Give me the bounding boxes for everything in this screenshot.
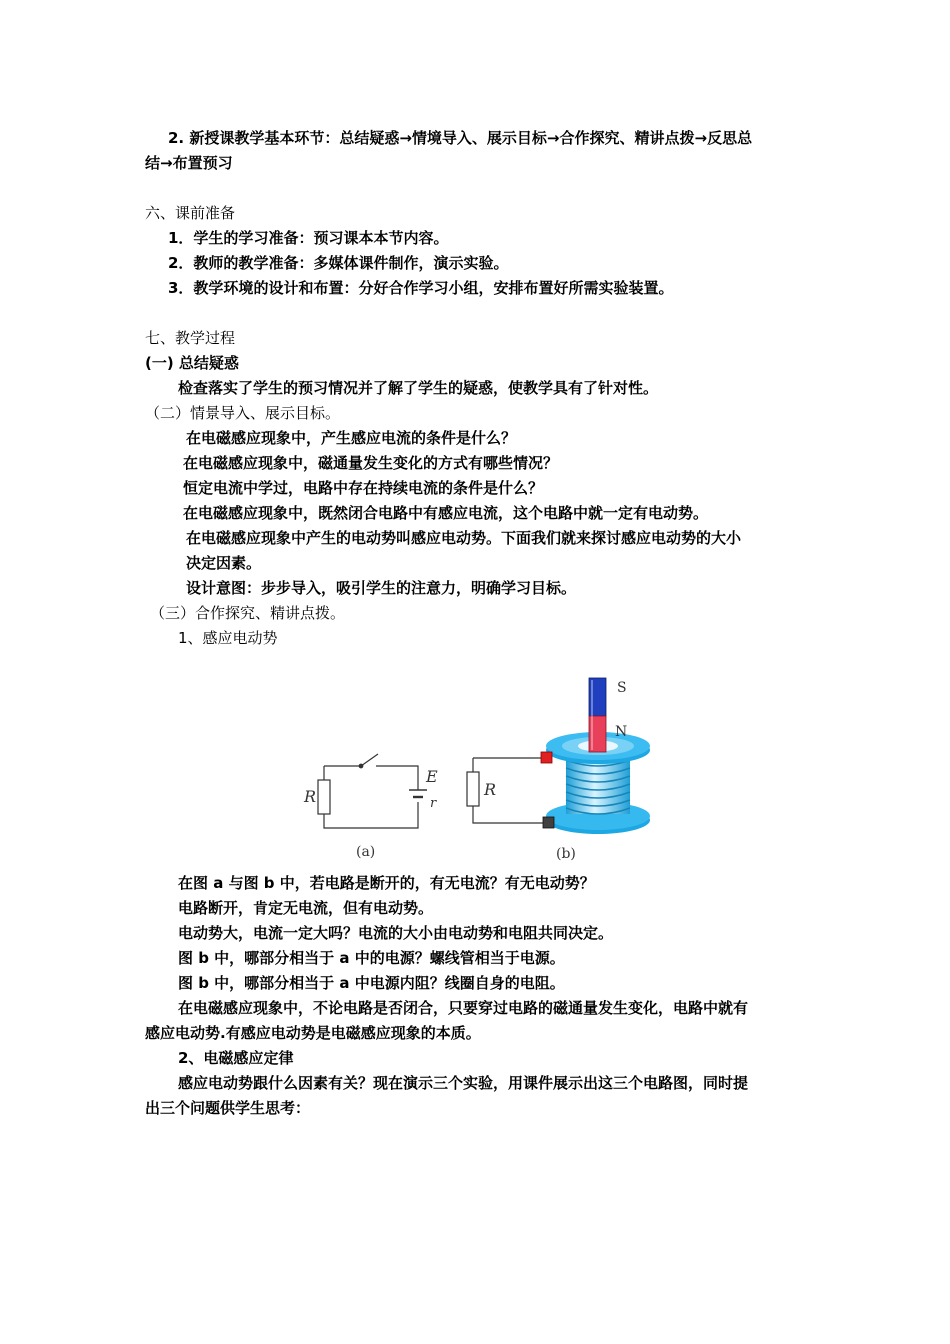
label-S: S (617, 680, 627, 696)
para1-line2: 感应电动势.有感应电动势是电磁感应现象的本质。 (145, 1024, 481, 1042)
caption-b: (b) (556, 846, 576, 862)
label-N: N (615, 724, 628, 740)
section6-item-3: 3．教学环境的设计和布置：分好合作学习小组，安排布置好所需实验装置。 (168, 279, 674, 297)
section6-item-2: 2．教师的教学准备：多媒体课件制作，演示实验。 (168, 254, 509, 272)
switch-icon (361, 754, 378, 766)
switch-pivot (359, 764, 363, 768)
qa-line-4: 图 b 中，哪部分相当于 a 中的电源？螺线管相当于电源。 (178, 949, 565, 967)
part2-line-4: 在电磁感应现象中，既然闭合电路中有感应电流，这个电路中就一定有电动势。 (183, 504, 709, 522)
label-E: E (426, 767, 438, 786)
section7-title: 七、教学过程 (145, 329, 236, 347)
design-intent: 设计意图：步步导入，吸引学生的注意力，明确学习目标。 (186, 579, 577, 597)
circuit-a (318, 754, 427, 828)
part2-line-1: 在电磁感应现象中，产生感应电流的条件是什么？ (186, 429, 517, 447)
bar-magnet (589, 678, 606, 752)
emf-figure-svg (290, 668, 670, 868)
terminal-red (541, 752, 552, 763)
para2-line1: 感应电动势跟什么因素有关？现在演示三个实验，用课件展示出这三个电路图，同时提 (178, 1074, 749, 1092)
label-r: r (430, 796, 437, 811)
part1-title: (一) 总结疑惑 (145, 354, 239, 372)
part2-line-5: 在电磁感应现象中产生的电动势叫感应电动势。下面我们就来探讨感应电动势的大小 (186, 529, 742, 547)
resistor-a (318, 780, 330, 814)
para1-line1: 在电磁感应现象中，不论电路是否闭合，只要穿过电路的磁通量发生变化，电路中就有 (178, 999, 749, 1017)
sub2-title: 2、电磁感应定律 (178, 1049, 294, 1067)
part2-line-6: 决定因素。 (186, 554, 262, 572)
part1-text: 检查落实了学生的预习情况并了解了学生的疑惑，使教学具有了针对性。 (178, 379, 659, 397)
para2-line2: 出三个问题供学生思考： (145, 1099, 311, 1117)
label-R-a: R (304, 787, 317, 806)
sub1-title: 1、感应电动势 (178, 629, 278, 647)
section6-title: 六、课前准备 (145, 204, 236, 222)
caption-a: (a) (356, 844, 376, 860)
part2-line-3: 恒定电流中学过，电路中存在持续电流的条件是什么？ (183, 479, 544, 497)
qa-line-1: 在图 a 与图 b 中，若电路是断开的，有无电流？有无电动势？ (178, 874, 595, 892)
qa-line-5: 图 b 中，哪部分相当于 a 中电源内阻？线圈自身的电阻。 (178, 974, 565, 992)
qa-line-3: 电动势大，电流一定大吗？电流的大小由电动势和电阻共同决定。 (178, 924, 614, 942)
teaching-steps-line1: 2. 新授课教学基本环节：总结疑惑→情境导入、展示目标→合作探究、精讲点拨→反思总 (168, 129, 753, 147)
part2-line-2: 在电磁感应现象中，磁通量发生变化的方式有哪些情况？ (183, 454, 559, 472)
label-R-b: R (484, 780, 497, 799)
section6-item-1: 1．学生的学习准备：预习课本本节内容。 (168, 229, 449, 247)
part3-title: （三）合作探究、精讲点拨。 (150, 604, 346, 622)
part2-title: （二）情景导入、展示目标。 (145, 404, 341, 422)
resistor-b (467, 772, 479, 806)
circuit-b (467, 758, 548, 823)
emf-figure (290, 668, 670, 868)
teaching-steps-line2: 结→布置预习 (145, 154, 233, 172)
circuit-a-wire-top-right (376, 766, 418, 790)
terminal-dark (543, 817, 554, 828)
qa-line-2: 电路断开，肯定无电流，但有电动势。 (178, 899, 434, 917)
circuit-a-wire-bottom (324, 766, 418, 828)
